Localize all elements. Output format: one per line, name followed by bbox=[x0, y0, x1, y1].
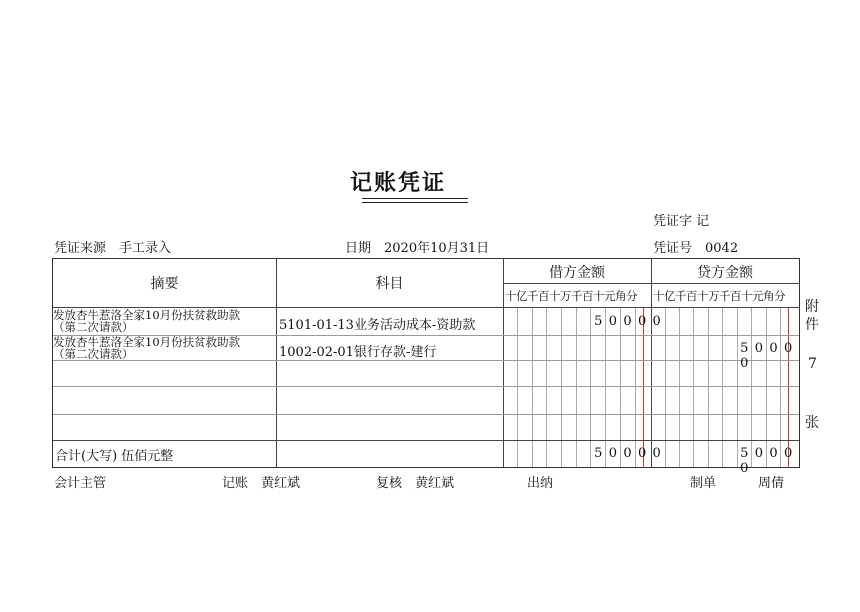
total-row-line bbox=[53, 440, 799, 441]
signature-preparer-label: 制单 bbox=[690, 476, 717, 491]
total-credit: 5 0 0 00 bbox=[740, 446, 793, 476]
attachment-label-top: 附 bbox=[805, 299, 819, 315]
row1-summary-line1: 发放杏牛惹洛全家10月份扶贫救助款 bbox=[53, 308, 241, 322]
row2-summary-line2: （第二次请款） bbox=[53, 347, 134, 361]
voucher-table bbox=[52, 258, 800, 476]
signature-chief: 会计主管 bbox=[54, 476, 107, 491]
row2-account: 1002-02-01银行存款-建行 bbox=[279, 345, 437, 360]
attachment-count: 7 bbox=[808, 356, 817, 372]
credit-digit-units: 十亿千百十万千百十元角分 bbox=[653, 289, 785, 303]
row1-account: 5101-01-13业务活动成本-资助款 bbox=[279, 318, 476, 333]
title-underline bbox=[362, 198, 468, 199]
title-underline-double bbox=[362, 202, 468, 203]
signature-bookkeeper: 记账 黄红斌 bbox=[222, 476, 301, 491]
row2-summary-line1: 发放杏牛惹洛全家10月份扶贫救助款 bbox=[53, 335, 241, 349]
row2-credit: 5 0 0 00 bbox=[740, 341, 793, 371]
voucher-word: 凭证字 记 bbox=[653, 214, 710, 229]
signature-cashier: 出纳 bbox=[527, 476, 554, 491]
header-credit: 贷方金额 bbox=[697, 265, 753, 281]
signature-reviewer: 复核 黄红斌 bbox=[376, 476, 455, 491]
row1-summary-line2: （第二次请款） bbox=[53, 320, 134, 334]
attachment-label-bottom: 张 bbox=[805, 415, 819, 431]
total-label: 合计(大写) 伍佰元整 bbox=[55, 449, 174, 464]
voucher-source: 凭证来源 手工录入 bbox=[54, 241, 172, 256]
amount-header-split bbox=[503, 283, 799, 284]
header-account: 科目 bbox=[375, 276, 404, 292]
total-debit: 5 0 0 0 0 bbox=[594, 446, 661, 461]
row1-debit: 5 0 0 0 0 bbox=[594, 314, 661, 329]
voucher-date: 日期 2020年10月31日 bbox=[345, 241, 490, 256]
divider-debit-credit bbox=[651, 259, 652, 467]
attachment-label-mid: 件 bbox=[805, 317, 819, 333]
voucher-number: 凭证号 0042 bbox=[653, 241, 739, 256]
header-summary: 摘要 bbox=[150, 276, 179, 292]
header-debit: 借方金额 bbox=[549, 265, 605, 281]
debit-digit-units: 十亿千百十万千百十元角分 bbox=[505, 289, 637, 303]
voucher-title: 记账凭证 bbox=[350, 171, 447, 196]
divider-account-debit bbox=[503, 259, 504, 467]
signature-preparer-name: 周倩 bbox=[758, 476, 785, 491]
